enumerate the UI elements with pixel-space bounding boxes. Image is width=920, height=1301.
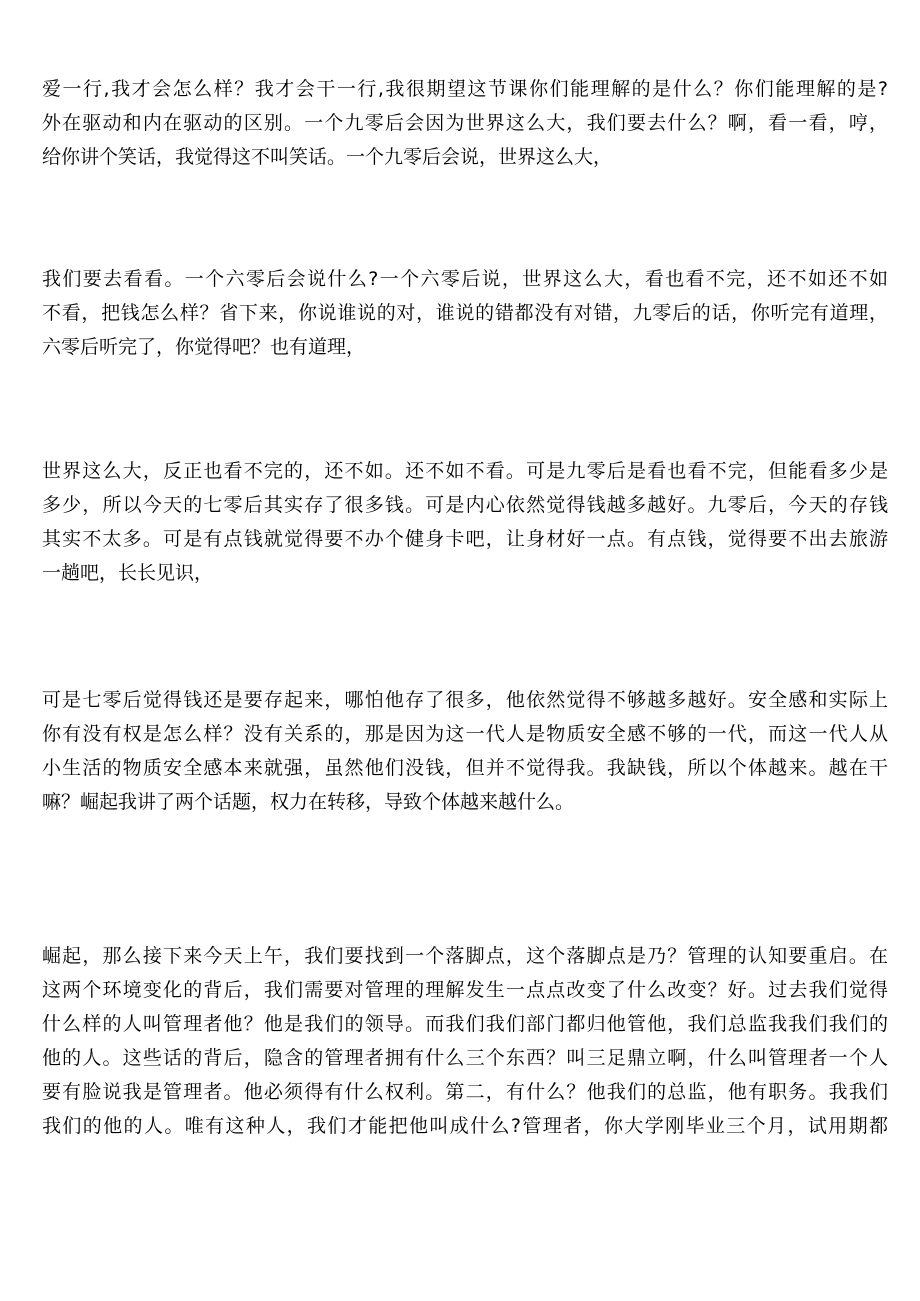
paragraph-1 <box>42 72 888 174</box>
paragraph-2 <box>42 262 888 364</box>
text-line: 要有脸说我是管理者。他必须得有什么权利。第二，有什么？他我们的总监，他有职务。我我们 <box>42 1081 888 1103</box>
text-line: 我们的他的人。唯有这种人，我们才能把他叫成什么?管理者，你大学刚毕业三个月，试用期都 <box>42 1115 888 1137</box>
text-line: 外在驱动和内在驱动的区别。一个九零后会因为世界这么大，我们要去什么？啊，看一看，哼， <box>42 112 888 134</box>
text-line: 嘛？崛起我讲了两个话题，权力在转移，导致个体越来越什么。 <box>42 791 575 813</box>
text-line: 他的人。这些话的背后，隐含的管理者拥有什么三个东西？叫三足鼎立啊，什么叫管理者一个人 <box>42 1047 888 1069</box>
text-line: 可是七零后觉得钱还是要存起来，哪怕他存了很多，他依然觉得不够越多越好。安全感和实际上 <box>42 689 888 711</box>
text-line: 不看，把钱怎么样？省下来，你说谁说的对，谁说的错都没有对错，九零后的话，你听完有道理， <box>42 302 888 324</box>
text-line: 这两个环境变化的背后，我们需要对管理的理解发生一点点改变了什么改变？好。过去我们觉得 <box>42 979 888 1001</box>
text-line: 我们要去看看。一个六零后会说什么?一个六零后说，世界这么大，看也看不完，还不如还不如 <box>42 268 888 290</box>
text-line: 什么样的人叫管理者他？他是我们的领导。而我们我们部门都归他管他，我们总监我我们我们的 <box>42 1013 888 1035</box>
text-line: 崛起，那么接下来今天上午，我们要找到一个落脚点，这个落脚点是乃？管理的认知要重启。在 <box>42 945 888 967</box>
paragraph-4 <box>42 683 888 819</box>
text-line: 一趟吧，长长见识， <box>42 562 214 584</box>
paragraph-5 <box>42 939 888 1143</box>
text-line: 爱一行,我才会怎么样？我才会干一行,我很期望这节课你们能理解的是什么？你们能理解的是? <box>42 78 888 100</box>
paragraph-3 <box>42 454 888 590</box>
text-line: 其实不太多。可是有点钱就觉得要不办个健身卡吧，让身材好一点。有点钱，觉得要不出去旅游 <box>42 528 888 550</box>
text-line: 多少，所以今天的七零后其实存了很多钱。可是内心依然觉得钱越多越好。九零后，今天的存钱 <box>42 494 888 516</box>
text-line: 给你讲个笑话，我觉得这不叫笑话。一个九零后会说，世界这么大， <box>42 146 613 168</box>
text-line: 你有没有权是怎么样？没有关系的，那是因为这一代人是物质安全感不够的一代，而这一代人从 <box>42 723 888 745</box>
text-line: 世界这么大，反正也看不完的，还不如。还不如不看。可是九零后是看也看不完，但能看多少是 <box>42 460 888 482</box>
text-line: 小生活的物质安全感本来就强，虽然他们没钱，但并不觉得我。我缺钱，所以个体越来。越在干 <box>42 757 888 779</box>
text-line: 六零后听完了，你觉得吧？也有道理， <box>42 336 366 358</box>
